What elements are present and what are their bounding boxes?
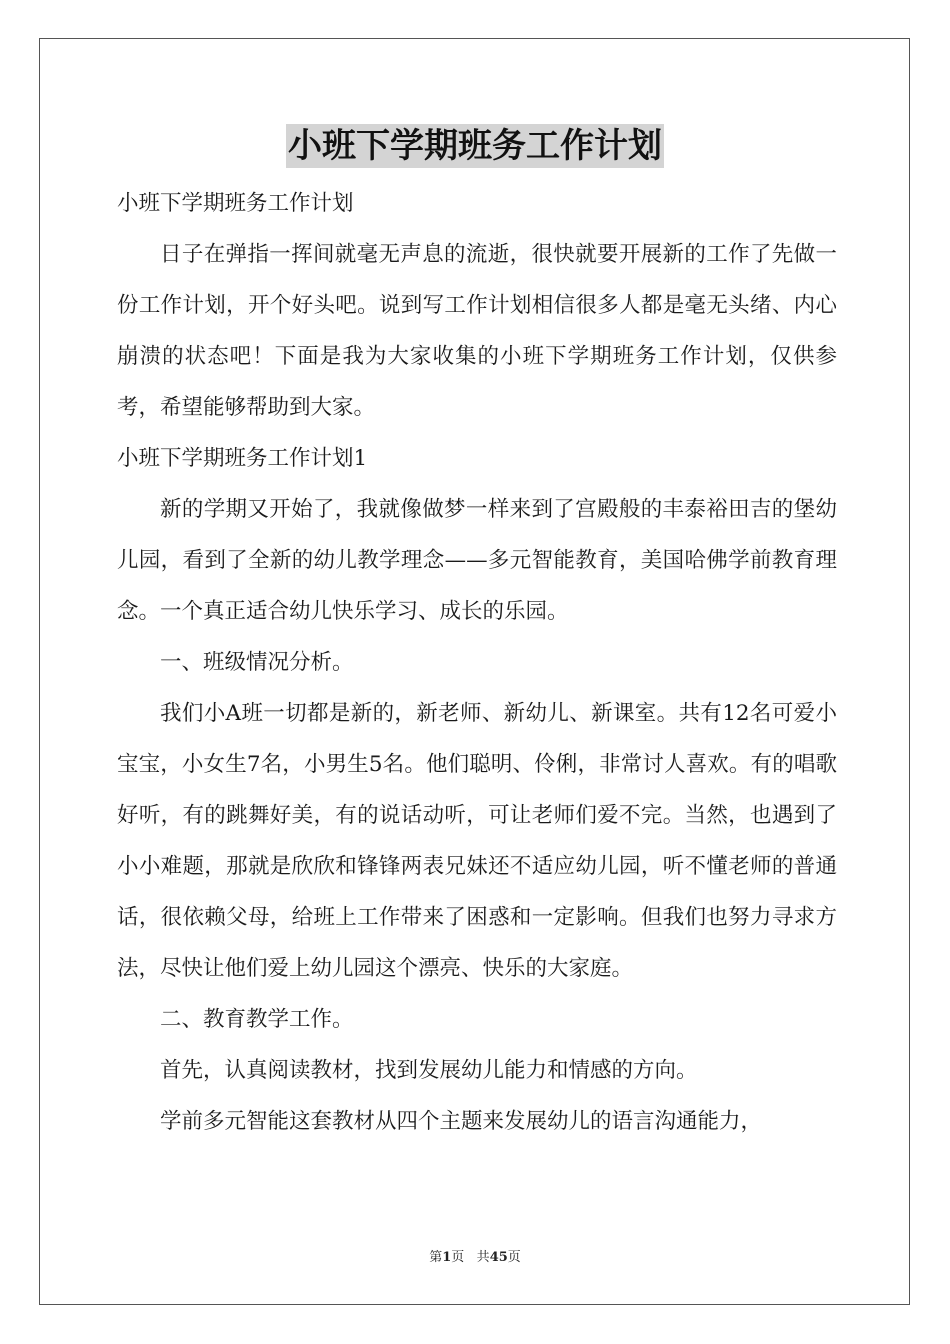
- footer-page-prefix: 第: [429, 1250, 443, 1265]
- paragraph: 二、教育教学工作。: [160, 1007, 354, 1032]
- paragraph: 我们小A班一切都是新的，新老师、新幼儿、新课室。共有12名可爱小宝宝，小女生7名，小男生5名。他们聪明、伶俐，非常讨人喜欢。有的唱歌好听，有的跳舞好美，有的说话动听，可让老师们爱不完。当然，也遇到了小小难题，那就是欣欣和锋锋两表兄妹还不适应幼儿园，听不懂老师的普通话，很依赖父母，给班上工作带来了困惑和一定影响。但我们也努力寻求方法，尽快让他们爱上幼儿园这个漂亮、快乐的大家庭。: [117, 701, 837, 981]
- document-title-container: [0, 124, 950, 168]
- page-footer: [0, 1246, 950, 1265]
- paragraph: 一、班级情况分析。: [160, 650, 354, 675]
- paragraph: 小班下学期班务工作计划: [117, 191, 354, 216]
- footer-total-prefix: 共: [476, 1250, 490, 1265]
- footer-page-suffix: 页: [451, 1250, 465, 1265]
- footer-total-pages: 45: [489, 1250, 508, 1265]
- footer-total-suffix: 页: [507, 1250, 521, 1265]
- paragraph: 首先，认真阅读教材，找到发展幼儿能力和情感的方向。: [160, 1058, 698, 1083]
- footer-page-number: 1: [442, 1250, 452, 1265]
- paragraph: 日子在弹指一挥间就毫无声息的流逝，很快就要开展新的工作了先做一份工作计划，开个好头吧。说到写工作计划相信很多人都是毫无头绪、内心崩溃的状态吧！下面是我为大家收集的小班下学期班务工作计划，仅供参考，希望能够帮助到大家。: [117, 242, 837, 420]
- paragraph: 新的学期又开始了，我就像做梦一样来到了宫殿般的丰泰裕田吉的堡幼儿园，看到了全新的幼儿教学理念——多元智能教育，美国哈佛学前教育理念。一个真正适合幼儿快乐学习、成长的乐园。: [117, 497, 837, 624]
- document-body: [117, 178, 837, 1147]
- paragraph: 学前多元智能这套教材从四个主题来发展幼儿的语言沟通能力，: [160, 1109, 763, 1134]
- document-title: 小班下学期班务工作计划: [288, 126, 662, 166]
- paragraph: 小班下学期班务工作计划1: [117, 446, 368, 471]
